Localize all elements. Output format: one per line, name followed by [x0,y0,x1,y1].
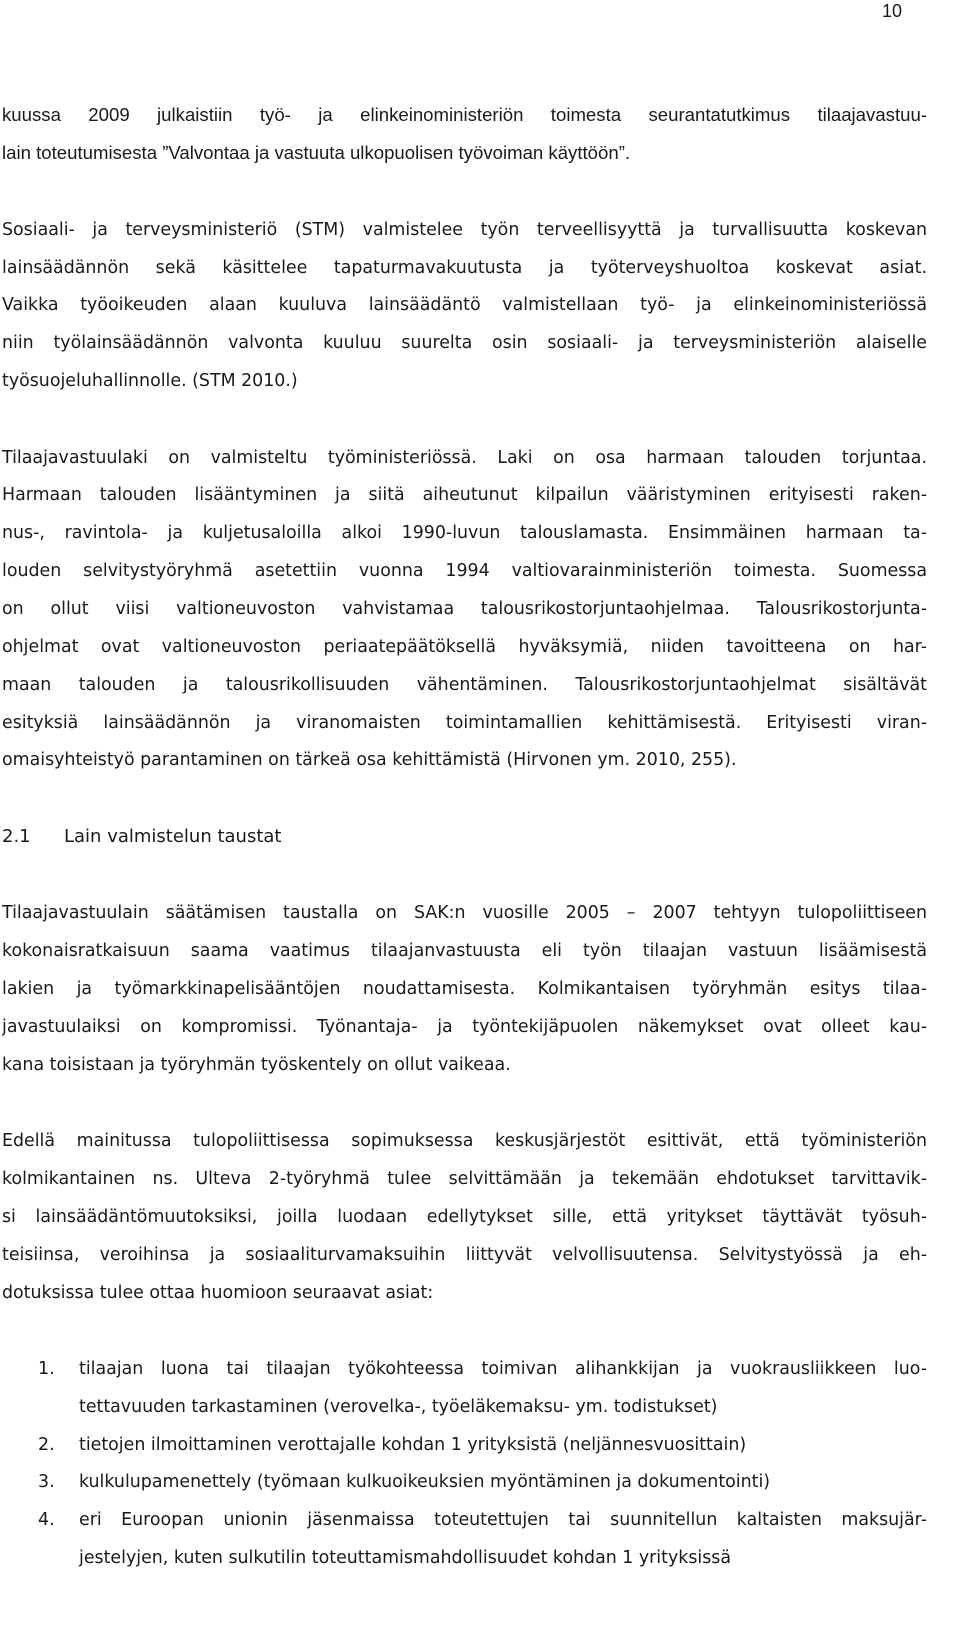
paragraph-line: lainsäädännön sekä käsittelee tapaturmavakuutusta ja työterveyshuoltoa koskevat asiat. [2,258,927,278]
section-title: Lain valmistelun taustat [64,826,282,847]
paragraph-line: Sosiaali- ja terveysministeriö (STM) valmistelee työn terveellisyyttä ja turvallisuutta koskevan [2,220,927,240]
list-item-line: tilaajan luona tai tilaajan työkohteessa toimivan alihankkijan ja vuokrausliikkeen luo- [79,1359,927,1379]
paragraph-line: lakien ja työmarkkinapelisääntöjen noudattamisesta. Kolmikantaisen työryhmän esitys tilaa- [2,979,927,999]
paragraph-line: nus-, ravintola- ja kuljetusaloilla alkoi 1990-luvun talouslamasta. Ensimmäinen harmaan ta- [2,523,927,543]
paragraph-line: teisiinsa, veroihinsa ja sosiaaliturvamaksuihin liittyvät velvollisuutensa. Selvitystyössä ja eh- [2,1245,927,1265]
paragraph-line: Harmaan talouden lisääntyminen ja siitä aiheutunut kilpailun vääristyminen erityisesti raken- [2,485,927,505]
list-item-number: 4. [38,1510,55,1530]
list-item-number: 2. [38,1435,55,1455]
paragraph-line: esityksiä lainsäädännön ja viranomaisten toimintamallien kehittämisestä. Erityisesti viran- [2,713,927,733]
paragraph-line: kolmikantainen ns. Ulteva 2-työryhmä tulee selvittämään ja tekemään ehdotukset tarvittavik- [2,1169,927,1189]
page-number: 10 [881,1,902,21]
list-item-number: 1. [38,1359,55,1379]
paragraph-line: kana toisistaan ja työryhmän työskentely on ollut vaikeaa. [2,1055,511,1075]
paragraph-line: Tilaajavastuulaki on valmisteltu työministeriössä. Laki on osa harmaan talouden torjuntaa. [2,448,927,468]
paragraph-line: louden selvitystyöryhmä asetettiin vuonna 1994 valtiovarainministeriön toimesta. Suomessa [2,561,927,581]
paragraph-line: Edellä mainitussa tulopoliittisessa sopimuksessa keskusjärjestöt esittivät, että työministeriön [2,1131,927,1151]
paragraph-line: niin työlainsäädännön valvonta kuuluu suurelta osin sosiaali- ja terveysministeriön alaiselle [2,333,927,353]
paragraph-line: si lainsäädäntömuutoksiksi, joilla luodaan edellytykset sille, että yritykset täyttävät työsuh- [2,1207,927,1227]
paragraph-line: maan talouden ja talousrikollisuuden vähentäminen. Talousrikostorjuntaohjelmat sisältävät [2,675,927,695]
list-item-line: tettavuuden tarkastaminen (verovelka-, työeläkemaksu- ym. todistukset) [79,1397,718,1417]
paragraph-line: Vaikka työoikeuden alaan kuuluva lainsäädäntö valmistellaan työ- ja elinkeinoministeriössä [2,295,927,315]
paragraph-line: työsuojeluhallinnolle. (STM 2010.) [2,371,298,391]
paragraph-line: dotuksissa tulee ottaa huomioon seuraavat asiat: [2,1283,434,1303]
section-number: 2.1 [2,826,31,847]
list-item-line: kulkulupamenettely (työmaan kulkuoikeuksien myöntäminen ja dokumentointi) [79,1472,771,1492]
paragraph-line: on ollut viisi valtioneuvoston vahvistamaa talousrikostorjuntaohjelmaa. Talousrikostorjunta- [2,599,927,619]
paragraph-line: Tilaajavastuulain säätämisen taustalla on SAK:n vuosille 2005 – 2007 tehtyyn tulopoliittiseen [2,903,927,923]
paragraph-line: javastuulaiksi on kompromissi. Työnantaja- ja työntekijäpuolen näkemykset ovat olleet kau- [2,1017,927,1037]
paragraph-line: lain toteutumisesta ”Valvontaa ja vastuuta ulkopuolisen työvoiman käyttöön”. [2,142,631,163]
paragraph-line: ohjelmat ovat valtioneuvoston periaatepäätöksellä hyväksymiä, niiden tavoitteena on har- [2,637,927,657]
list-item-line: eri Euroopan unionin jäsenmaissa toteutettujen tai suunnitellun kaltaisten maksujär- [79,1510,927,1530]
paragraph-line: kuussa 2009 julkaistiin työ- ja elinkeinoministeriön toimesta seurantatutkimus tilaajavastuu- [2,104,927,125]
list-item-line: jestelyjen, kuten sulkutilin toteuttamismahdollisuudet kohdan 1 yrityksissä [79,1548,731,1568]
paragraph-line: omaisyhteistyö parantaminen on tärkeä osa kehittämistä (Hirvonen ym. 2010, 255). [2,750,737,770]
paragraph-line: kokonaisratkaisuun saama vaatimus tilaajanvastuusta eli työn tilaajan vastuun lisäämisestä [2,941,927,961]
list-item-line: tietojen ilmoittaminen verottajalle kohdan 1 yrityksistä (neljännesvuosittain) [79,1435,747,1455]
list-item-number: 3. [38,1472,55,1492]
